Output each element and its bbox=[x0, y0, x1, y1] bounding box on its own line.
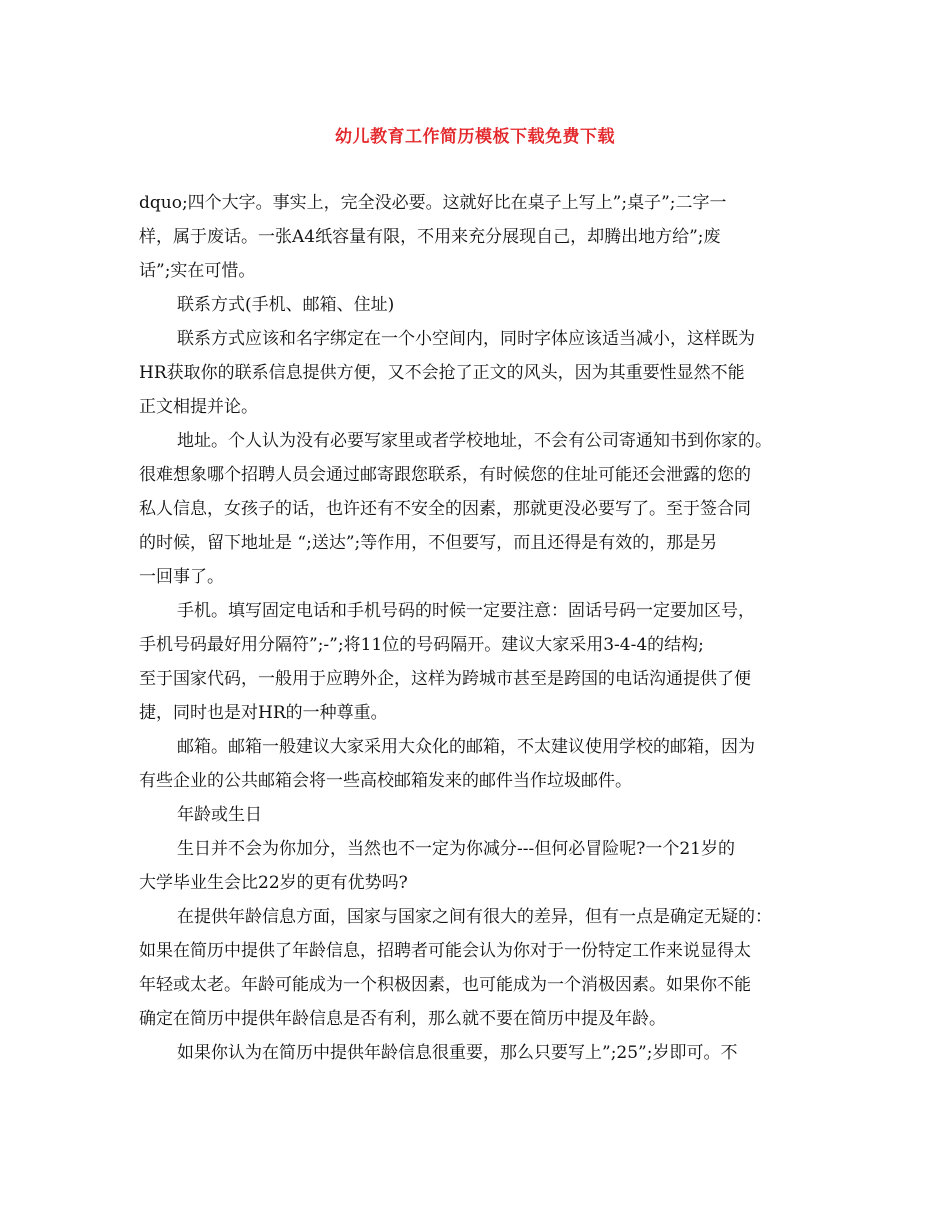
text-line: 联系方式应该和名字绑定在一个小空间内，同时字体应该适当减小，这样既为 bbox=[177, 329, 755, 349]
document-body bbox=[139, 186, 825, 1070]
text-line: 样，属于废话。一张A4纸容量有限，不用来充分展现自己，却腾出地方给”;废 bbox=[139, 227, 721, 247]
text-line: 生日并不会为你加分，当然也不一定为你减分---但何必冒险呢?一个21岁的 bbox=[177, 839, 735, 859]
text-line: 在提供年龄信息方面，国家与国家之间有很大的差异，但有一点是确定无疑的： bbox=[177, 907, 772, 927]
text-line: 确定在简历中提供年龄信息是否有利，那么就不要在简历中提及年龄。 bbox=[139, 1009, 666, 1029]
text-line: 话”;实在可惜。 bbox=[139, 261, 256, 281]
text-line: 正文相提并论。 bbox=[139, 397, 258, 417]
text-line: dquo;四个大字。事实上，完全没必要。这就好比在桌子上写上”;桌子”;二字一 bbox=[139, 193, 727, 213]
text-line: 年轻或太老。年龄可能成为一个积极因素，也可能成为一个消极因素。如果你不能 bbox=[139, 975, 751, 995]
text-line: 大学毕业生会比22岁的更有优势吗? bbox=[139, 873, 408, 893]
text-line: 的时候，留下地址是 “;送达”;等作用，不但要写，而且还得是有效的，那是另 bbox=[139, 533, 718, 553]
text-line: 私人信息，女孩子的话，也许还有不安全的因素，那就更没必要写了。至于签合同 bbox=[139, 499, 751, 519]
text-line: 邮箱。邮箱一般建议大家采用大众化的邮箱，不太建议使用学校的邮箱，因为 bbox=[177, 737, 755, 757]
text-line: HR获取你的联系信息提供方便，又不会抢了正文的风头，因为其重要性显然不能 bbox=[139, 363, 745, 383]
text-line: 捷，同时也是对HR的一种尊重。 bbox=[139, 703, 388, 723]
text-line: 手机。填写固定电话和手机号码的时候一定要注意：固话号码一定要加区号， bbox=[177, 601, 755, 621]
text-line: 至于国家代码，一般用于应聘外企，这样为跨城市甚至是跨国的电话沟通提供了便 bbox=[139, 669, 751, 689]
text-line: 地址。个人认为没有必要写家里或者学校地址，不会有公司寄通知书到你家的。 bbox=[177, 431, 772, 451]
text-line: 如果在简历中提供了年龄信息，招聘者可能会认为你对于一份特定工作来说显得太 bbox=[139, 941, 751, 961]
text-line: 联系方式(手机、邮箱、住址) bbox=[177, 295, 395, 315]
text-line: 一回事了。 bbox=[139, 567, 224, 587]
text-line: 年龄或生日 bbox=[177, 805, 262, 825]
text-line: 如果你认为在简历中提供年龄信息很重要，那么只要写上”;25”;岁即可。不 bbox=[177, 1043, 738, 1063]
text-line: 很难想象哪个招聘人员会通过邮寄跟您联系，有时候您的住址可能还会泄露的您的 bbox=[139, 465, 751, 485]
text-line: 有些企业的公共邮箱会将一些高校邮箱发来的邮件当作垃圾邮件。 bbox=[139, 771, 632, 791]
document-title: 幼儿教育工作简历模板下载免费下载 bbox=[335, 127, 615, 147]
text-line: 手机号码最好用分隔符”;-”;将11位的号码隔开。建议大家采用3-4-4的结构; bbox=[139, 635, 704, 655]
